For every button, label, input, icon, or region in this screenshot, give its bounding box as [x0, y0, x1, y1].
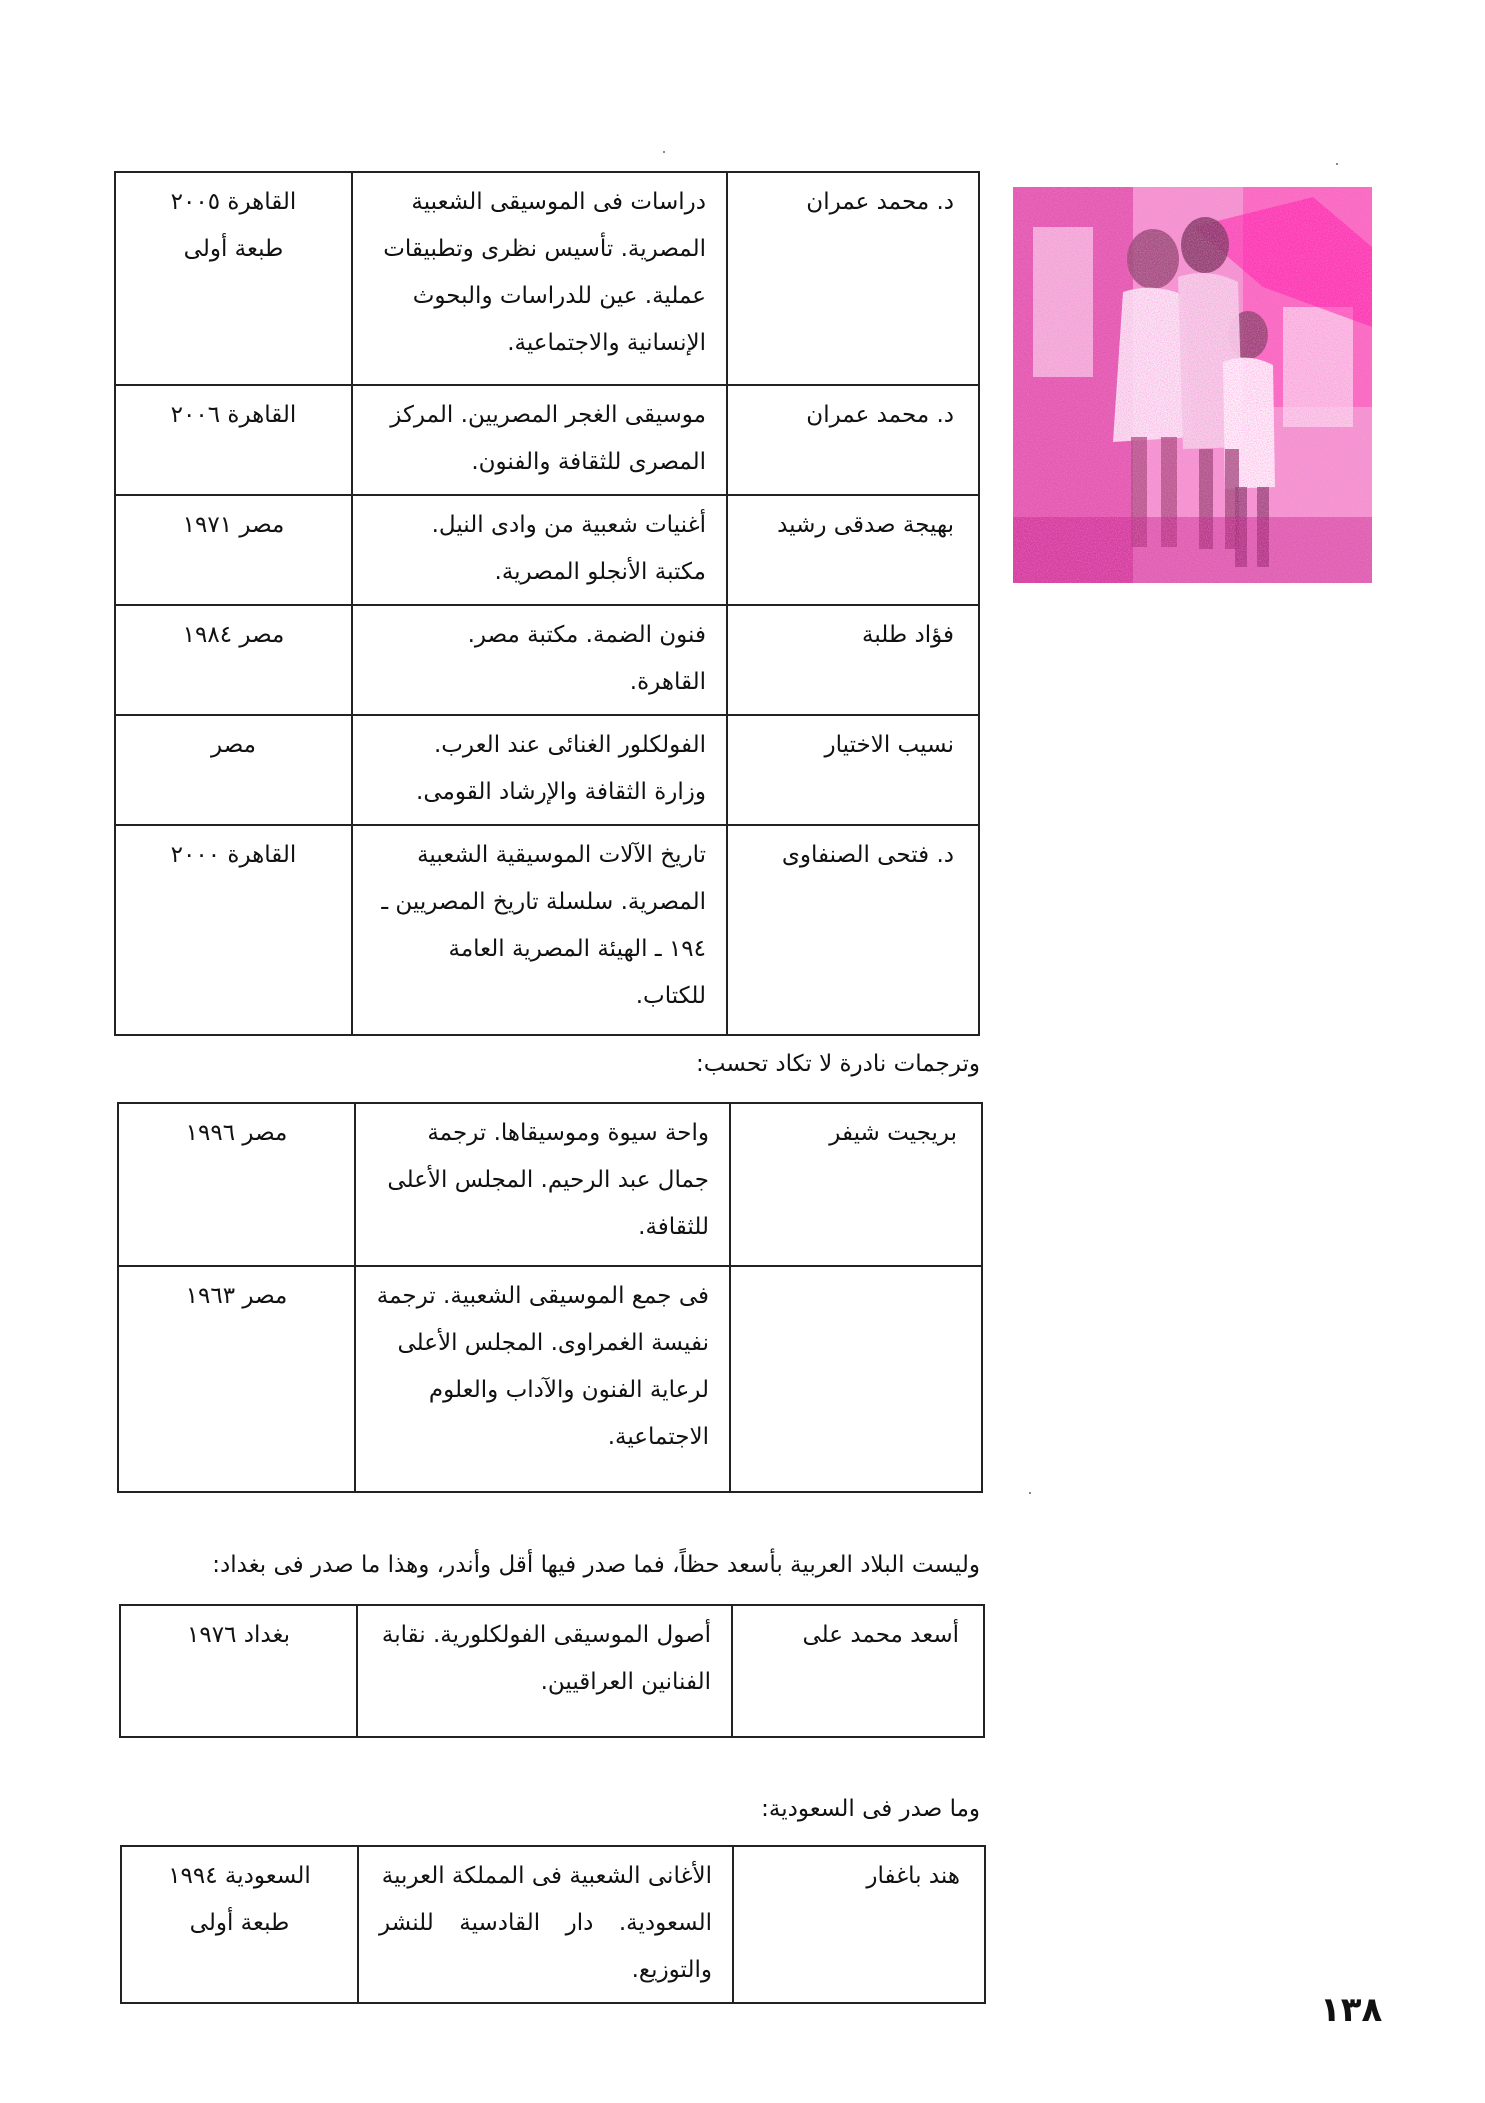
- title-line: الاجتماعية.: [607, 1424, 709, 1450]
- title-line: مكتبة الأنجلو المصرية.: [494, 559, 706, 585]
- page-number: ١٣٨: [1320, 1990, 1383, 2030]
- bibliography-table-translations: [117, 1102, 983, 1493]
- title-line: فنون الضمة. مكتبة مصر.: [467, 622, 706, 648]
- title-line: الأغانى الشعبية فى المملكة العربية: [381, 1863, 712, 1889]
- author-cell: بهيجة صدقى رشيد: [727, 495, 979, 605]
- place-line: مصر ١٩٦٣: [185, 1283, 288, 1309]
- title-line: أغنيات شعبية من وادى النيل.: [431, 512, 706, 538]
- title-cell: [352, 172, 727, 385]
- table-row: [115, 172, 979, 385]
- place-line: مصر: [211, 732, 256, 758]
- title-line: أصول الموسيقى الفولكلورية. نقابة: [381, 1622, 711, 1648]
- author-cell: نسيب الاختيار: [727, 715, 979, 825]
- title-line: فى جمع الموسيقى الشعبية. ترجمة: [376, 1283, 709, 1309]
- title-cell: [358, 1846, 733, 2003]
- table-row: [115, 495, 979, 605]
- title-cell: [352, 825, 727, 1035]
- title-cell: [352, 385, 727, 495]
- table-row: [118, 1266, 982, 1492]
- title-line: القاهرة.: [629, 669, 706, 695]
- author-cell: فؤاد طلبة: [727, 605, 979, 715]
- place-cell: [115, 172, 352, 385]
- title-cell: [352, 495, 727, 605]
- baghdad-intro: وليست البلاد العربية بأسعد حظاً، فما صدر فيها أقل وأندر، وهذا ما صدر فى بغداد:: [212, 1552, 980, 1578]
- author-cell: أسعد محمد على: [732, 1605, 984, 1737]
- title-line: واحة سيوة وموسيقاها. ترجمة: [427, 1120, 709, 1146]
- bibliography-table-saudi: [120, 1845, 986, 2004]
- title-line: المصرية. تأسيس نظرى وتطبيقات: [383, 236, 706, 262]
- children-photo-image: [1013, 187, 1372, 583]
- place-cell: [115, 825, 352, 1035]
- place-line: القاهرة ٢٠٠٠: [170, 842, 297, 868]
- title-cell: [352, 605, 727, 715]
- saudi-intro: وما صدر فى السعودية:: [761, 1796, 980, 1822]
- title-cell: [352, 715, 727, 825]
- table-row: [115, 825, 979, 1035]
- place-line: مصر ١٩٨٤: [182, 622, 285, 648]
- place-line: بغداد ١٩٧٦: [187, 1622, 290, 1648]
- place-line: القاهرة ٢٠٠٦: [170, 402, 297, 428]
- title-line: نفيسة الغمراوى. المجلس الأعلى: [397, 1330, 709, 1356]
- place-cell: [115, 715, 352, 825]
- bibliography-table-baghdad: [119, 1604, 985, 1738]
- title-cell: [357, 1605, 732, 1737]
- table-row: [115, 715, 979, 825]
- title-line: الإنسانية والاجتماعية.: [507, 330, 706, 356]
- title-line: الفنانين العراقيين.: [540, 1669, 711, 1695]
- title-line: موسيقى الغجر المصريين. المركز: [390, 402, 706, 428]
- title-line: المصرى للثقافة والفنون.: [471, 449, 706, 475]
- title-line: للكتاب.: [635, 983, 706, 1009]
- place-cell: [115, 605, 352, 715]
- place-cell: [118, 1103, 355, 1266]
- title-line: تاريخ الآلات الموسيقية الشعبية: [417, 842, 706, 868]
- author-cell: [730, 1266, 982, 1492]
- title-line: السعودية. دار القادسية للنشر والتوزيع.: [379, 1910, 712, 1983]
- author-cell: بريجيت شيفر: [730, 1103, 982, 1266]
- title-line: الفولكلور الغنائى عند العرب.: [433, 732, 706, 758]
- place-line: مصر ١٩٧١: [182, 512, 285, 538]
- table-row: [121, 1846, 985, 2003]
- table-row: [115, 605, 979, 715]
- place-cell: [121, 1846, 358, 2003]
- author-cell: د. محمد عمران: [727, 172, 979, 385]
- place-cell: [115, 495, 352, 605]
- edition-line: طبعة أولى: [189, 1910, 290, 1936]
- table-row: [118, 1103, 982, 1266]
- title-line: لرعاية الفنون والآداب والعلوم: [428, 1377, 709, 1403]
- author-cell: د. محمد عمران: [727, 385, 979, 495]
- table-row: [115, 385, 979, 495]
- place-cell: [120, 1605, 357, 1737]
- place-line: السعودية ١٩٩٤: [168, 1863, 311, 1889]
- title-line: ١٩٤ ـ الهيئة المصرية العامة: [448, 936, 706, 962]
- children-photo: [1013, 187, 1372, 583]
- scan-speck: [1029, 1492, 1031, 1494]
- translations-intro: وترجمات نادرة لا تكاد تحسب:: [696, 1051, 980, 1077]
- place-cell: [115, 385, 352, 495]
- title-line: للثقافة.: [638, 1214, 709, 1240]
- scan-speck: [663, 151, 665, 153]
- title-line: دراسات فى الموسيقى الشعبية: [411, 189, 706, 215]
- edition-line: طبعة أولى: [183, 236, 284, 262]
- author-cell: د. فتحى الصنفاوى: [727, 825, 979, 1035]
- scan-speck: [1336, 163, 1338, 165]
- place-line: القاهرة ٢٠٠٥: [170, 189, 297, 215]
- author-cell: هند باغفار: [733, 1846, 985, 2003]
- title-line: جمال عبد الرحيم. المجلس الأعلى: [387, 1167, 709, 1193]
- table-row: [120, 1605, 984, 1737]
- title-line: وزارة الثقافة والإرشاد القومى.: [416, 779, 706, 805]
- place-line: مصر ١٩٩٦: [185, 1120, 288, 1146]
- title-line: المصرية. سلسلة تاريخ المصريين ـ: [381, 889, 706, 915]
- title-line: عملية. عين للدراسات والبحوث: [412, 283, 706, 309]
- title-cell: [355, 1103, 730, 1266]
- bibliography-table-egypt: [114, 171, 980, 1036]
- title-cell: [355, 1266, 730, 1492]
- place-cell: [118, 1266, 355, 1492]
